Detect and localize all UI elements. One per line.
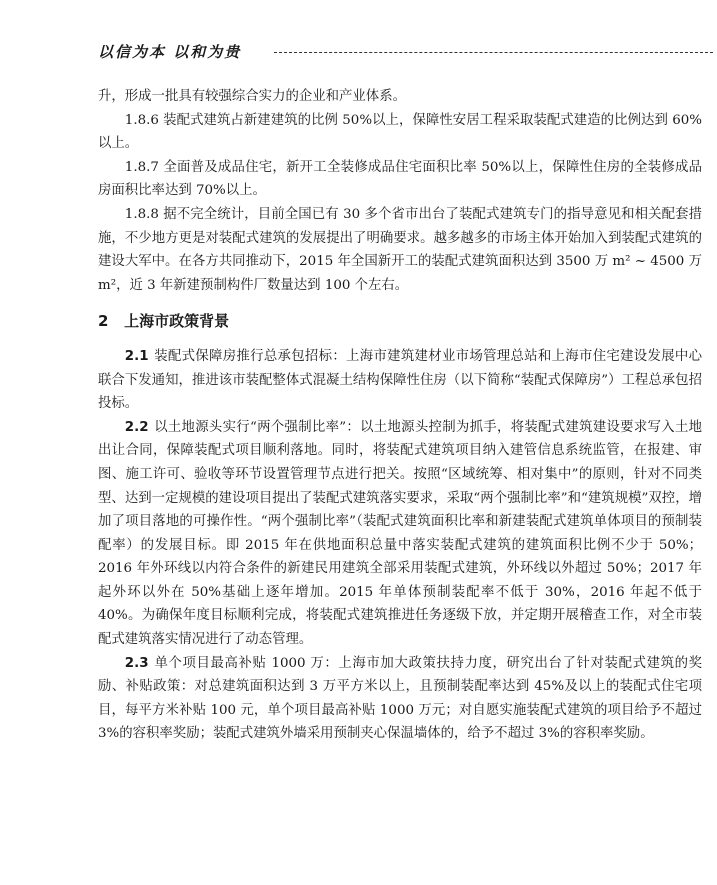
subsection-text: 以土地源头实行“两个强制比率”：以土地源头控制为抓手，将装配式建筑建设要求写入土地出让合同，保障装配式项目顺利落地。同时，将装配式建筑项目纳入建管信息系统监管，在报建、审图、施工许可、验收等环节设置管理节点进行把关。按照“区域统筹、相对集中”的原则，针对不同类型、达到一定规模的建设项目提出了装配式建筑落实要求，采取“两个强制比率”和“建筑规模”双控，增加了项目落地的可操作性。“两个强制比率”（装配式建筑面积比率和新建装配式建筑单体项目的预制装配率）的发展目标。即 2015 年在供地面积总量中落实装配式建筑的建筑面积比例不少于 50%；2016 年外环线以内符合条件的新建民用建筑全部采用装配式建筑，外环线以外超过 50%；2017 年起外环以外在 50%基础上逐年增加。2015 年单体预制装配率不低于 30%，2016 年起不低于 40%。为确保年度目标顺利完成，将装配式建筑推进任务逐级下放，并定期开展稽查工作，对全市装配式建筑落实情况进行了动态管理。 — [98, 419, 702, 648]
section-number: 2 — [98, 312, 109, 331]
subsection-paragraph — [98, 652, 702, 746]
paragraph: 升，形成一批具有较强综合实力的企业和产业体系。 — [98, 89, 406, 104]
subsection-number: 2.3 — [124, 655, 149, 671]
subsection-paragraph — [98, 416, 702, 652]
subsection-paragraph — [98, 345, 702, 416]
paragraph: 1.8.6 装配式建筑占新建建筑的比例 50%以上，保障性安居工程采取装配式建造的比例达到 60%以上。 — [98, 112, 702, 152]
page-body — [98, 85, 702, 746]
paragraph: 1.8.7 全面普及成品住宅，新开工全装修成品住宅面积比率 50%以上，保障性住房的全装修成品房面积比率达到 70%以上。 — [98, 159, 702, 199]
header-dashed-rule — [274, 52, 713, 53]
subsection-number: 2.1 — [124, 348, 149, 364]
subsection-number: 2.2 — [124, 419, 149, 435]
subsection-text: 装配式保障房推行总承包招标：上海市建筑建材业市场管理总站和上海市住宅建设发展中心联合下发通知，推进该市装配整体式混凝土结构保障性住房（以下简称“装配式保障房”）工程总承包招投标。 — [98, 348, 702, 412]
section-heading — [98, 310, 702, 334]
section-title: 上海市政策背景 — [124, 312, 230, 331]
running-header — [98, 41, 713, 65]
header-title: 以信为本 以和为贵 — [98, 43, 242, 61]
subsection-text: 单个项目最高补贴 1000 万：上海市加大政策扶持力度，研究出台了针对装配式建筑的奖励、补贴政策：对总建筑面积达到 3 万平方米以上，且预制装配率达到 45%及以上的装配式住宅项目，每平方米补贴 100 元，单个项目最高补贴 1000 万元；对自愿实施装配式建筑的项目给予不超过 3%的容积率奖励；装配式建筑外墙采用预制夹心保温墙体的，给予不超过 3%的容积率奖励。 — [98, 655, 702, 742]
paragraph: 1.8.8 据不完全统计，目前全国已有 30 多个省市出台了装配式建筑专门的指导意见和相关配套措施，不少地方更是对装配式建筑的发展提出了明确要求。越多越多的市场主体开始加入到装配式建筑的建设大军中。在各方共同推动下，2015 年全国新开工的装配式建筑面积达到 3500 万 m² ~ 4500 万 m²，近 3 年新建预制构件厂数量达到 100 个左右。 — [98, 206, 702, 293]
